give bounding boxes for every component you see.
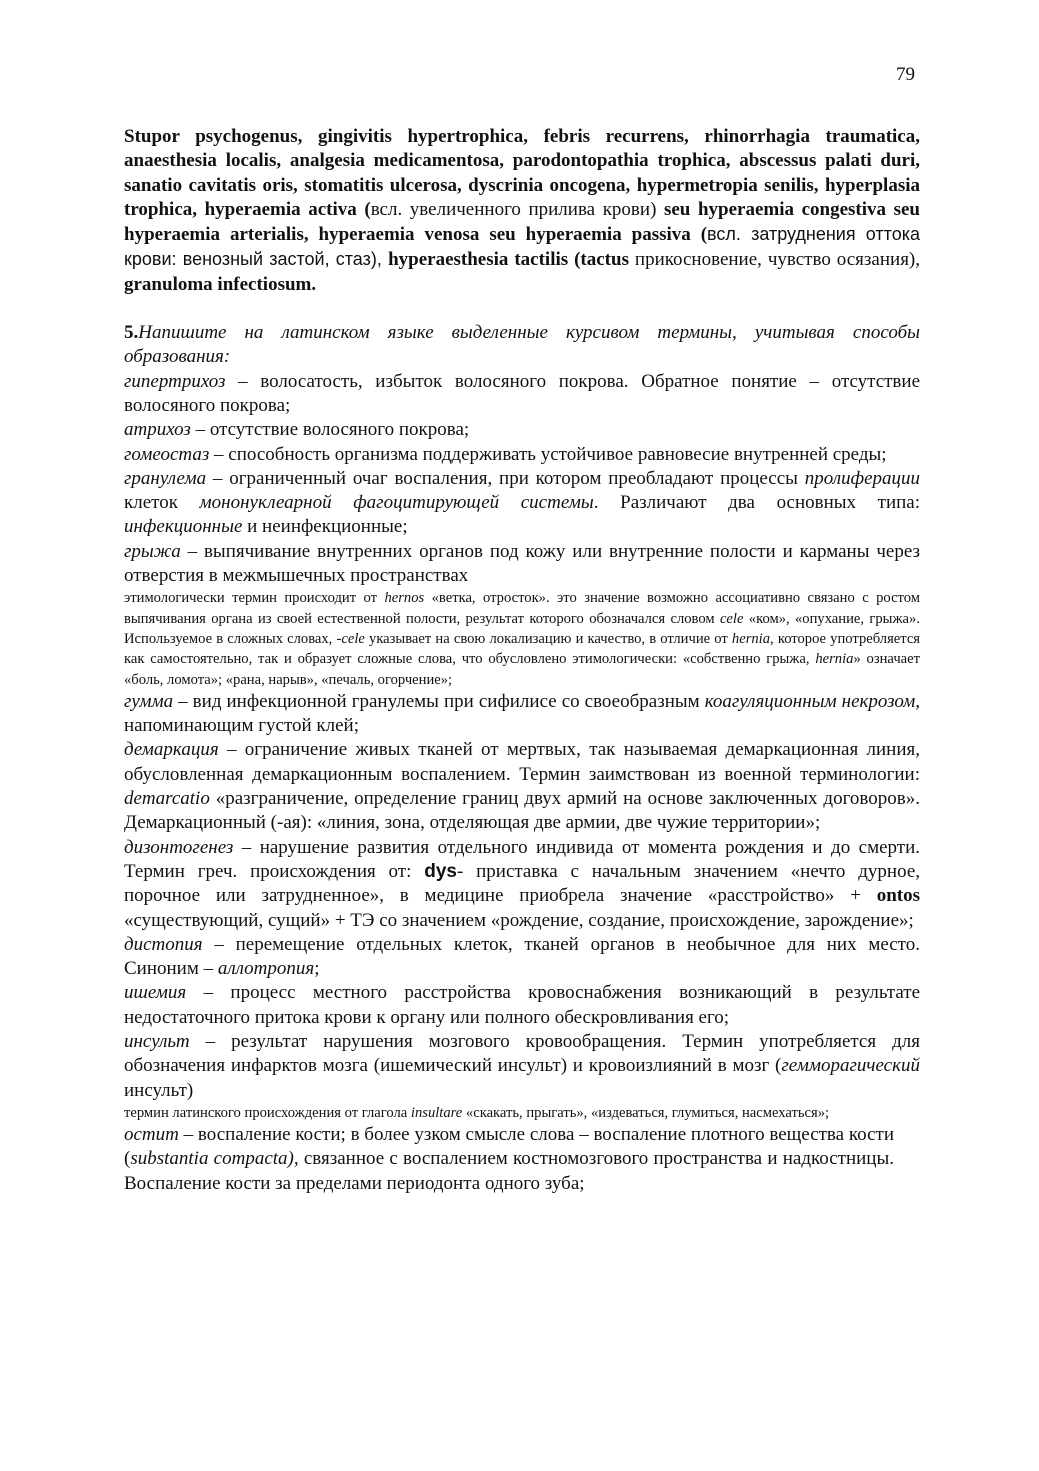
entry-demarcation: демаркация – ограничение живых тканей от мертвых, так называемая демаркационная линия, обусловленная демаркационным воспалением. Термин заимствован из военной терминологии: demarcatio «разграничение, определение границ двух армий на основе заключенных договоров». Демаркационный (-ая): «линия, зона, отделяющая две армии, две чужие территории»; — [124, 739, 920, 834]
entry-term: гомеостаз — [124, 443, 210, 465]
entry-term: демаркация — [124, 739, 219, 761]
entry-term: гранулема — [124, 467, 207, 489]
entry-term: атрихоз — [124, 419, 191, 441]
entry-term: дистопия — [124, 933, 203, 955]
entry-ischemia — [124, 981, 920, 1030]
gloss-text: всл. затруднения оттока крови: венозный застой, стаз), — [124, 224, 920, 270]
task-number: 5. — [124, 322, 139, 344]
task-instruction: Напишите на латинском языке выделенные курсивом термины, учитывая способы образования: — [124, 322, 920, 368]
entry-insult-note: термин латинского происхождения от глагола insultare «скакать, прыгать», «издеваться, глумиться, насмехаться»; — [124, 1104, 830, 1121]
entry-term: грыжа — [124, 540, 181, 562]
entry-hernia — [124, 540, 920, 589]
entry-term: гипертрихоз — [124, 370, 226, 392]
page-number: 79 — [896, 64, 915, 85]
entry-term: остит — [124, 1124, 179, 1146]
entry-hypertrichosis — [124, 370, 920, 419]
entry-gumma: гумма – вид инфекционной гранулемы при сифилисе со своеобразным коагуляционным некрозом, напоминающим густой клей; — [124, 690, 920, 737]
entry-insult: инсульт – результат нарушения мозгового кровообращения. Термин употребляется для обозначения инфарктов мозга (ишемический инсульт) и кровоизлияний в мозг (гемморагический инсульт) — [124, 1030, 920, 1101]
paren-open: ( — [356, 198, 371, 220]
entry-term: гумма — [124, 690, 174, 712]
entry-dysontogenesis: дизонтогенез – нарушение развития отдельного индивида от момента рождения и до смерти. Термин греч. происхождения от: dys- приставка с начальным значением «нечто дурное, порочное или затрудненное», в медицине приобрела значение «расстройство» + ontos «существующий, сущий» + ТЭ со значением «рождение, создание, происхождение, зарождение»; — [124, 836, 920, 931]
latin-terms-bold: hyperaesthesia tactilis (tactus — [388, 249, 629, 271]
latin-terms-bold: granuloma infectiosum. — [124, 273, 317, 295]
exercise-terms-paragraph — [124, 125, 920, 297]
entry-text: – отсутствие волосяного покрова; — [190, 419, 470, 441]
page-body — [124, 125, 920, 1196]
entry-text: – процесс местного расстройства кровоснабжения возникающий в результате недостаточного притока крови к органу или полного обескровливания его; — [124, 982, 920, 1028]
entry-text: – выпячивание внутренних органов под кожу или внутренние полости и карманы через отверстия в межмышечных пространствах — [124, 540, 920, 587]
entry-term: ишемия — [124, 982, 187, 1004]
entry-atrichosis — [124, 418, 920, 442]
entry-homeostasis — [124, 443, 920, 467]
entry-dystopia: дистопия – перемещение отдельных клеток, тканей органов в необычное для них место. Синоним – аллотропия; — [124, 933, 920, 980]
task-5-heading — [124, 321, 920, 370]
latin-terms-bold: Stupor psychogenus, gingivitis hypertrophica, febris recurrens, rhinorrhagia traumatica, anaesthesia localis, analgesia medicamentosa, parodontopathia trophica, abscessus palati duri, sanatio cavitatis oris, stomatitis ulcerosa, dyscrinia oncogena, hypermetropia senilis, hyperplasia trophica, hyperaemia activa — [124, 126, 920, 220]
gloss-text: прикосновение, чувство осязания), — [628, 249, 921, 271]
entry-text: – волосатость, избыток волосяного покрова. Обратное понятие – отсутствие волосяного покрова; — [124, 370, 920, 416]
entry-term: дизонтогенез — [124, 836, 234, 858]
gloss-text: всл. увеличенного прилива крови) — [370, 198, 664, 220]
latin-terms-bold: seu hyperaemia congestiva seu hyperaemia arterialis, hyperaemia venosa seu hyperaemia passiva ( — [124, 198, 921, 246]
entry-hernia-note: этимологически термин происходит от hernos «ветка, отросток». это значение возможно ассоциативно связано с ростом выпячивания органа из своей естественной полости, результат которого обозначался словом cele «ком», «опухание, грыжа». Используемое в сложных словах, -cele указывает на свою локализацию и качество, в отличие от hernia, которое употребляется как самостоятельно, так и образует сложные слова, что обусловлено этимологически: «собственно грыжа, hernia» означает «боль, ломота»; «рана, нарыв», «печаль, огорчение»; — [124, 590, 921, 688]
entry-ostitis: остит – воспаление кости; в более узком смысле слова – воспаление плотного вещества кости (substantia compacta), связанное с воспалением костномозгового пространства и надкостницы. Воспаление кости за пределами периодонта одного зуба; — [124, 1124, 894, 1194]
entry-text: – способность организма поддерживать устойчивое равновесие внутренней среды; — [209, 443, 887, 465]
entry-term: инсульт — [124, 1030, 190, 1052]
entry-granuloma: гранулема – ограниченный очаг воспаления, при котором преобладают процессы пролиферации клеток мононуклеарной фагоцитирующей системы. Различают два основных типа: инфекционные и неинфекционные; — [124, 467, 920, 538]
